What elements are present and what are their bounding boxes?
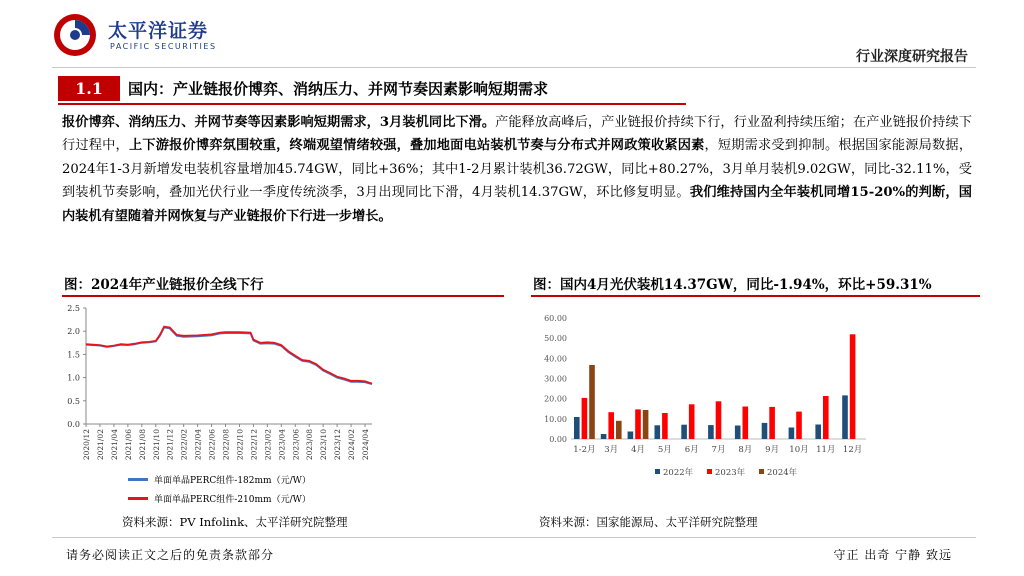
line-x-tick-label: 2023/04 xyxy=(277,429,287,461)
bar-legend-label: 2024年 xyxy=(767,468,798,478)
bar-category-label: 6月 xyxy=(684,445,699,455)
line-series-210mm xyxy=(86,327,372,384)
line-x-tick-label: 2024/02 xyxy=(347,429,357,461)
line-series-182mm xyxy=(86,328,372,385)
section-heading xyxy=(58,76,686,101)
bar-legend-swatch xyxy=(707,469,712,474)
legend-label-182: 单面单晶PERC组件-182mm（元/W） xyxy=(154,476,311,486)
bar-legend-label: 2022年 xyxy=(663,468,694,478)
line-y-tick-label: 1.5 xyxy=(67,350,80,360)
line-x-tick-label: 2021/10 xyxy=(151,429,161,461)
bar-2023年 xyxy=(743,407,749,440)
bar-2022年 xyxy=(842,395,848,439)
line-x-tick-label: 2022/08 xyxy=(221,429,231,461)
line-x-tick-label: 2023/10 xyxy=(319,429,329,461)
legend-item-210 xyxy=(128,489,311,508)
bar-2023年 xyxy=(823,396,829,439)
section-underline xyxy=(58,103,686,105)
bar-legend-item xyxy=(655,467,694,478)
body-bold-conclusion: 我们维持国内全年装机同增15-20%的判断，国内装机有望随着并网恢复与产业链报价下行进一步增长。 xyxy=(62,185,972,224)
left-figure-title: 图：2024年产业链报价全线下行 xyxy=(64,277,264,293)
bar-category-label: 1-2月 xyxy=(573,445,596,455)
line-x-tick-label: 2024/04 xyxy=(361,429,371,461)
bar-2023年 xyxy=(608,412,614,439)
left-figure-rule xyxy=(62,295,504,297)
price-line-chart xyxy=(62,298,382,470)
bar-2022年 xyxy=(655,425,661,439)
bar-category-label: 7月 xyxy=(711,445,726,455)
bar-2023年 xyxy=(716,401,722,439)
line-y-tick-label: 2.5 xyxy=(67,304,80,313)
bar-2022年 xyxy=(681,425,687,439)
bar-category-label: 3月 xyxy=(604,445,619,455)
line-x-tick-label: 2021/06 xyxy=(123,429,133,461)
body-text-2: ，短期需求受到抑制。根据国家能源局数据，2024年1-3月新增发电装机容量增加45.74GW，同比+36%；其中1-2月累计装机36.72GW，同比+80.27%，3月单月装机9.02GW，同比-32.11%，受到装机节奏影响，叠加光伏行业一季度传统淡季，3月出现同比下滑，4月装机14.37GW，环比修复明显。 xyxy=(62,138,973,201)
bar-category-label: 8月 xyxy=(738,445,753,455)
right-figure-source: 资料来源：国家能源局、太平洋研究院整理 xyxy=(539,515,758,529)
body-bold-lead: 报价博弈、消纳压力、并网节奏等因素影响短期需求，3月装机同比下滑。 xyxy=(62,115,496,130)
bar-legend-label: 2023年 xyxy=(715,468,746,478)
legend-swatch-182 xyxy=(128,478,148,481)
bar-2022年 xyxy=(789,428,795,440)
line-y-tick-label: 0.5 xyxy=(67,396,80,406)
line-x-tick-label: 2022/02 xyxy=(179,429,189,461)
bar-2023年 xyxy=(769,407,775,439)
footer-divider xyxy=(52,537,976,538)
legend-item-182 xyxy=(128,470,311,489)
line-x-tick-label: 2022/12 xyxy=(249,429,259,461)
line-x-tick-label: 2021/02 xyxy=(95,429,105,461)
body-bold-mid: 上下游报价博弈氛围较重，终端观望情绪较强，叠加地面电站装机节奏与分布式并网政策收紧因素 xyxy=(128,138,705,154)
section-title: 国内：产业链报价博弈、消纳压力、并网节奏因素影响短期需求 xyxy=(128,80,549,98)
line-x-tick-label: 2023/08 xyxy=(305,429,315,461)
bar-legend-item xyxy=(707,467,746,478)
right-figure-rule xyxy=(531,295,980,297)
bar-category-label: 11月 xyxy=(816,445,836,455)
bar-2023年 xyxy=(689,404,695,439)
company-motto: 守正 出奇 宁静 致远 xyxy=(833,548,952,562)
logo-english-name: PACIFIC SECURITIES xyxy=(110,42,217,51)
legend-label-210: 单面单晶PERC组件-210mm（元/W） xyxy=(154,495,311,505)
bar-2024年 xyxy=(643,410,649,439)
bar-y-tick-label: 30.00 xyxy=(544,374,567,384)
line-x-tick-label: 2023/12 xyxy=(333,429,343,461)
bar-legend-swatch xyxy=(759,469,764,474)
installation-bar-chart xyxy=(531,298,871,488)
bar-2022年 xyxy=(574,417,580,439)
bar-y-tick-label: 60.00 xyxy=(544,314,567,323)
legend-swatch-210 xyxy=(128,497,148,500)
bar-y-tick-label: 50.00 xyxy=(544,334,567,344)
logo-chinese-name: 太平洋证券 xyxy=(108,20,209,42)
report-type-label: 行业深度研究报告 xyxy=(856,49,968,65)
bar-2023年 xyxy=(635,409,641,439)
line-x-tick-label: 2022/04 xyxy=(193,429,203,461)
line-chart-legend xyxy=(128,470,311,508)
bar-y-tick-label: 10.00 xyxy=(544,414,567,424)
section-number: 1.1 xyxy=(58,76,120,101)
header-divider xyxy=(52,67,976,68)
bar-category-label: 12月 xyxy=(842,445,863,455)
pacific-logo-icon xyxy=(52,12,98,58)
left-figure-source: 资料来源：PV Infolink、太平洋研究院整理 xyxy=(122,515,348,529)
bar-category-label: 9月 xyxy=(765,445,780,455)
bar-2023年 xyxy=(850,334,856,439)
line-x-tick-label: 2021/08 xyxy=(137,429,147,461)
bar-y-tick-label: 0.00 xyxy=(549,435,567,444)
line-x-tick-label: 2021/04 xyxy=(109,429,119,461)
bar-2024年 xyxy=(616,421,622,439)
line-x-tick-label: 2020/12 xyxy=(82,429,91,461)
bar-2023年 xyxy=(796,412,802,439)
company-logo xyxy=(52,8,232,58)
bar-2023年 xyxy=(662,413,668,439)
bar-category-label: 5月 xyxy=(657,445,672,455)
bar-2022年 xyxy=(628,432,634,440)
bar-2024年 xyxy=(589,365,595,439)
bar-y-tick-label: 40.00 xyxy=(544,354,567,364)
bar-2022年 xyxy=(815,425,821,440)
bar-category-label: 10月 xyxy=(789,445,809,455)
line-y-tick-label: 0.0 xyxy=(67,420,80,429)
bar-legend-swatch xyxy=(655,469,660,474)
disclaimer-note: 请务必阅读正文之后的免责条款部分 xyxy=(66,548,275,562)
line-y-tick-label: 2.0 xyxy=(67,327,80,337)
bar-legend-item xyxy=(759,467,798,478)
line-x-tick-label: 2022/10 xyxy=(235,429,245,461)
line-y-tick-label: 1.0 xyxy=(67,373,80,383)
line-x-tick-label: 2023/02 xyxy=(263,429,273,461)
line-x-tick-label: 2021/12 xyxy=(165,429,175,461)
bar-2022年 xyxy=(735,426,741,440)
bar-category-label: 4月 xyxy=(631,445,646,455)
right-figure-title: 图：国内4月光伏装机14.37GW，同比-1.94%，环比+59.31% xyxy=(533,277,932,293)
line-x-tick-label: 2022/06 xyxy=(207,429,217,461)
bar-2022年 xyxy=(708,425,714,439)
bar-2022年 xyxy=(601,434,607,439)
bar-2023年 xyxy=(582,398,588,439)
bar-y-tick-label: 20.00 xyxy=(544,394,567,404)
body-text-1: 产能释放高峰后，产业链报价持续下行，行业盈利持续压缩；在产业链报价持续下行过程中， xyxy=(62,115,972,154)
body-paragraph xyxy=(62,111,972,228)
bar-2022年 xyxy=(762,423,768,439)
line-x-tick-label: 2023/06 xyxy=(291,429,301,461)
